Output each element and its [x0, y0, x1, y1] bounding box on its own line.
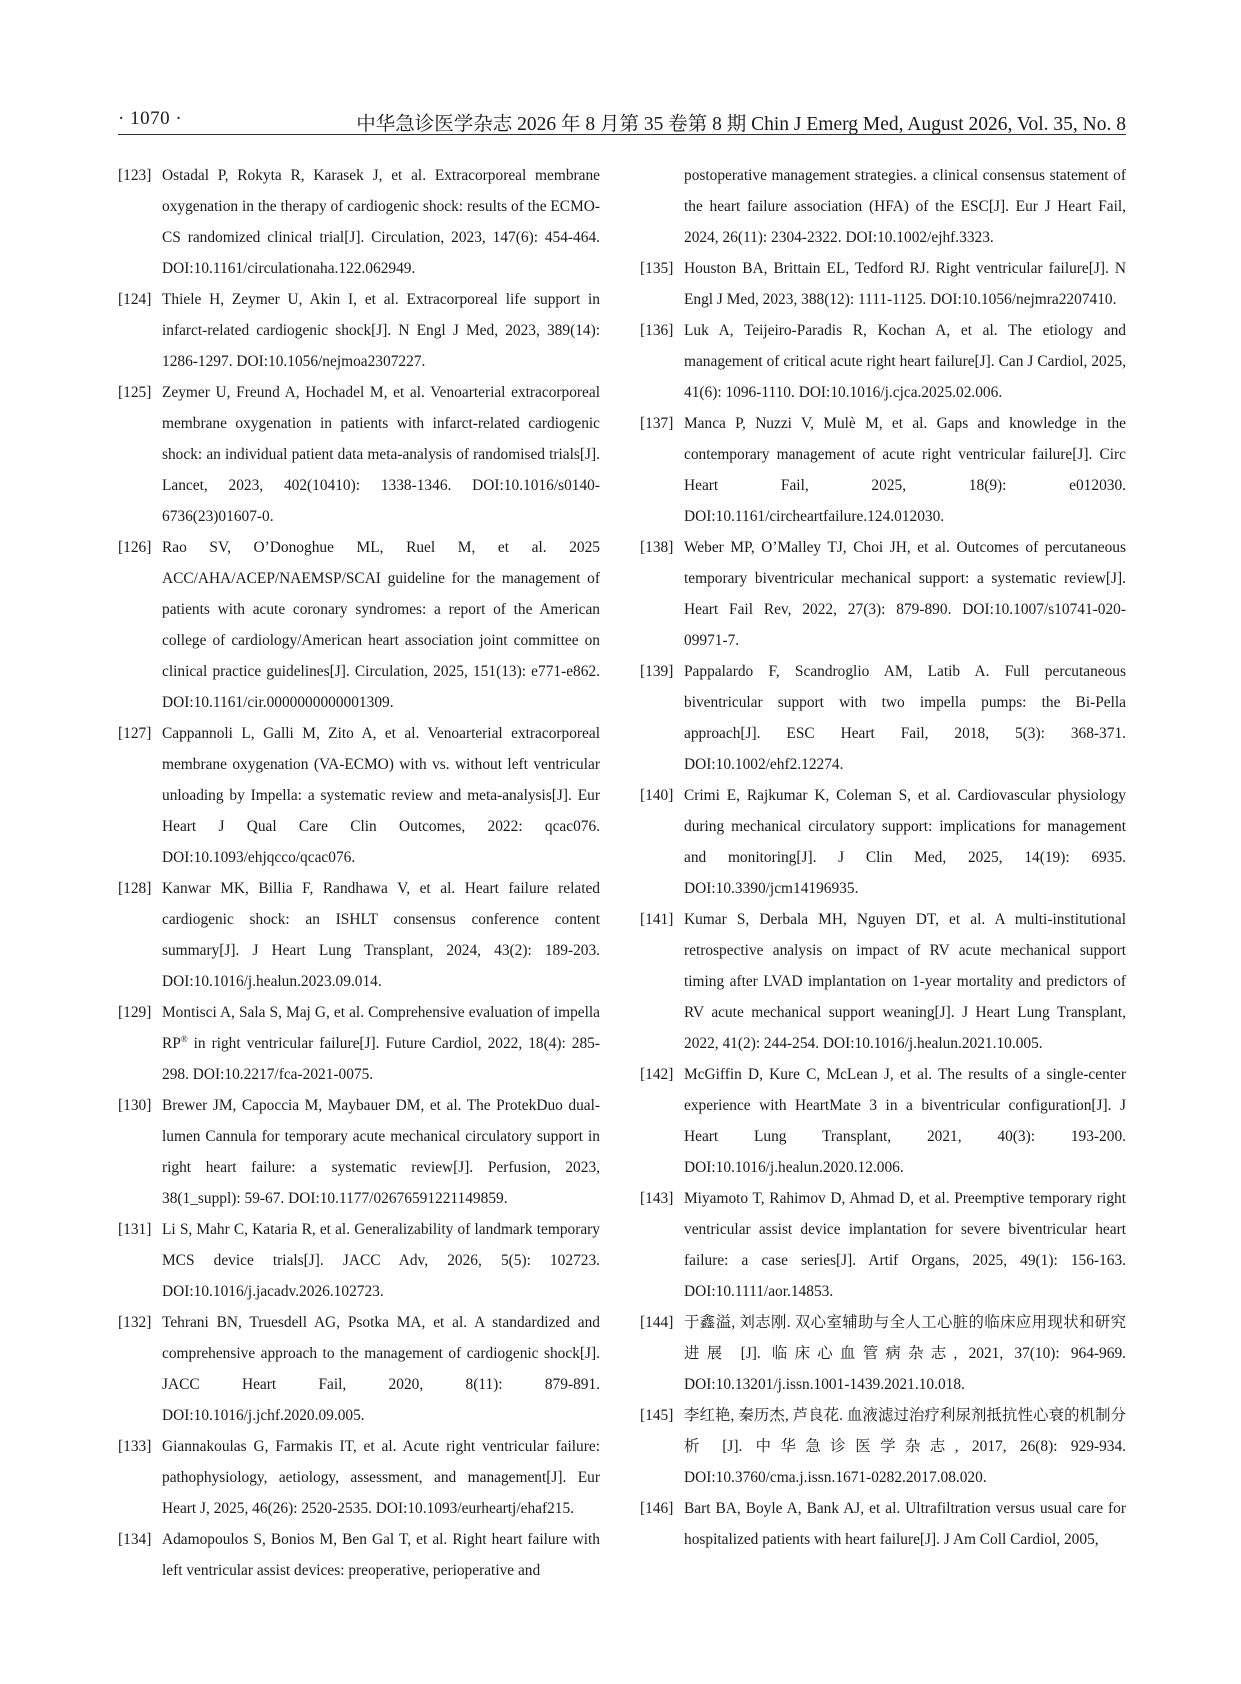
- reference-text: Pappalardo F, Scandroglio AM, Latib A. Full percutaneous biventricular support with two impella pumps: the Bi-Pella approach[J]. ESC Heart Fail, 2018, 5(3): 368-371. DOI:10.1002/ehf2.12274.: [684, 663, 1126, 773]
- reference-entry: [118, 1431, 600, 1524]
- reference-number: [133]: [118, 1438, 152, 1455]
- reference-entry: [118, 718, 600, 873]
- reference-text: Zeymer U, Freund A, Hochadel M, et al. Venoarterial extracorporeal membrane oxygenation in patients with infarct-related cardiogenic shock: an individual patient data meta-analysis of randomised trials[J]. Lancet, 2023, 402(10410): 1338-1346. DOI:10.1016/s0140-6736(23)01607-0.: [162, 384, 600, 525]
- reference-number: [146]: [640, 1500, 674, 1517]
- reference-number: [134]: [118, 1531, 152, 1548]
- page-header: [118, 108, 1126, 135]
- reference-number: [129]: [118, 1004, 152, 1021]
- reference-entry: [640, 160, 1126, 253]
- reference-number: [145]: [640, 1407, 674, 1424]
- reference-entry: [640, 1183, 1126, 1307]
- reference-entry: [118, 1214, 600, 1307]
- registered-mark: ®: [180, 1033, 188, 1044]
- reference-column-right: [640, 160, 1126, 1555]
- reference-column-left: [118, 160, 600, 1586]
- reference-entry: [118, 1307, 600, 1431]
- reference-entry: [118, 873, 600, 997]
- reference-entry: [118, 1524, 600, 1586]
- reference-entry: [640, 532, 1126, 656]
- reference-text: Luk A, Teijeiro-Paradis R, Kochan A, et al. The etiology and management of critical acute right heart failure[J]. Can J Cardiol, 2025, 41(6): 1096-1110. DOI:10.1016/j.cjca.2025.02.006.: [684, 322, 1126, 401]
- reference-text: Miyamoto T, Rahimov D, Ahmad D, et al. Preemptive temporary right ventricular assist device implantation for severe biventricular heart failure: a case series[J]. Artif Organs, 2025, 49(1): 156-163. DOI:10.1111/aor.14853.: [684, 1190, 1126, 1300]
- reference-number: [144]: [640, 1314, 674, 1331]
- reference-number: [125]: [118, 384, 152, 401]
- reference-text: Manca P, Nuzzi V, Mulè M, et al. Gaps and knowledge in the contemporary management of acute right ventricular failure[J]. Circ Heart Fail, 2025, 18(9): e012030. DOI:10.1161/circheartfailure.124.012030.: [684, 415, 1126, 525]
- reference-text-part: Montisci A, Sala S, Maj G, et al. Comprehensive evaluation of impella RP: [162, 1004, 600, 1052]
- reference-entry: [118, 284, 600, 377]
- reference-number: [141]: [640, 911, 674, 928]
- reference-number: [124]: [118, 291, 152, 308]
- reference-entry: [640, 408, 1126, 532]
- reference-text: Giannakoulas G, Farmakis IT, et al. Acute right ventricular failure: pathophysiology, aetiology, assessment, and management[J]. Eur Heart J, 2025, 46(26): 2520-2535. DOI:10.1093/eurheartj/ehaf215.: [162, 1438, 600, 1517]
- reference-text: Bart BA, Boyle A, Bank AJ, et al. Ultrafiltration versus usual care for hospitalized patients with heart failure[J]. J Am Coll Cardiol, 2005,: [684, 1500, 1126, 1548]
- reference-number: [139]: [640, 663, 674, 680]
- reference-text: Crimi E, Rajkumar K, Coleman S, et al. Cardiovascular physiology during mechanical circulatory support: implications for management and monitoring[J]. J Clin Med, 2025, 14(19): 6935. DOI:10.3390/jcm14196935.: [684, 787, 1126, 897]
- reference-number: [142]: [640, 1066, 674, 1083]
- reference-entry: [118, 532, 600, 718]
- reference-number: [128]: [118, 880, 152, 897]
- reference-text: [162, 997, 600, 1090]
- reference-number: [131]: [118, 1221, 152, 1238]
- reference-text: Cappannoli L, Galli M, Zito A, et al. Venoarterial extracorporeal membrane oxygenation (VA-ECMO) with vs. without left ventricular unloading by Impella: a systematic review and meta-analysis[J]. Eur Heart J Qual Care Clin Outcomes, 2022: qcac076. DOI:10.1093/ehjqcco/qcac076.: [162, 725, 600, 866]
- reference-entry: [640, 780, 1126, 904]
- reference-entry: [640, 315, 1126, 408]
- reference-entry: [640, 904, 1126, 1059]
- reference-text: Weber MP, O’Malley TJ, Choi JH, et al. Outcomes of percutaneous temporary biventricular mechanical support: a systematic review[J]. Heart Fail Rev, 2022, 27(3): 879-890. DOI:10.1007/s10741-020-09971-7.: [684, 539, 1126, 649]
- reference-entry: [640, 253, 1126, 315]
- reference-text: Houston BA, Brittain EL, Tedford RJ. Right ventricular failure[J]. N Engl J Med, 2023, 388(12): 1111-1125. DOI:10.1056/nejmra2207410.: [684, 260, 1126, 308]
- reference-entry: [640, 1307, 1126, 1400]
- reference-text: Kanwar MK, Billia F, Randhawa V, et al. Heart failure related cardiogenic shock: an ISHLT consensus conference content summary[J]. J Heart Lung Transplant, 2024, 43(2): 189-203. DOI:10.1016/j.healun.2023.09.014.: [162, 880, 600, 990]
- reference-text: Li S, Mahr C, Kataria R, et al. Generalizability of landmark temporary MCS device trials[J]. JACC Adv, 2026, 5(5): 102723. DOI:10.1016/j.jacadv.2026.102723.: [162, 1221, 600, 1300]
- reference-text: Thiele H, Zeymer U, Akin I, et al. Extracorporeal life support in infarct-related cardiogenic shock[J]. N Engl J Med, 2023, 389(14): 1286-1297. DOI:10.1056/nejmoa2307227.: [162, 291, 600, 370]
- reference-text: Ostadal P, Rokyta R, Karasek J, et al. Extracorporeal membrane oxygenation in the therapy of cardiogenic shock: results of the ECMO-CS randomized clinical trial[J]. Circulation, 2023, 147(6): 454-464. DOI:10.1161/circulationaha.122.062949.: [162, 167, 600, 277]
- reference-entry: [118, 377, 600, 532]
- reference-text: Rao SV, O’Donoghue ML, Ruel M, et al. 2025 ACC/AHA/ACEP/NAEMSP/SCAI guideline for the management of patients with acute coronary syndromes: a report of the American college of cardiology/American heart association joint committee on clinical practice guidelines[J]. Circulation, 2025, 151(13): e771-e862. DOI:10.1161/cir.0000000000001309.: [162, 539, 600, 711]
- reference-entry: [640, 656, 1126, 780]
- reference-number: [123]: [118, 167, 152, 184]
- reference-entry: [118, 1090, 600, 1214]
- reference-number: [127]: [118, 725, 152, 742]
- reference-entry: [640, 1493, 1126, 1555]
- reference-entry: [118, 160, 600, 284]
- reference-number: [136]: [640, 322, 674, 339]
- reference-text: McGiffin D, Kure C, McLean J, et al. The results of a single-center experience with HeartMate 3 in a biventricular configuration[J]. J Heart Lung Transplant, 2021, 40(3): 193-200. DOI:10.1016/j.healun.2020.12.006.: [684, 1066, 1126, 1176]
- reference-text: Tehrani BN, Truesdell AG, Psotka MA, et al. A standardized and comprehensive approach to the management of cardiogenic shock[J]. JACC Heart Fail, 2020, 8(11): 879-891. DOI:10.1016/j.jchf.2020.09.005.: [162, 1314, 600, 1424]
- reference-entry: [640, 1400, 1126, 1493]
- reference-number: [137]: [640, 415, 674, 432]
- reference-text-part: in right ventricular failure[J]. Future Cardiol, 2022, 18(4): 285-298. DOI:10.2217/fca-2021-0075.: [162, 1035, 600, 1083]
- reference-number: [126]: [118, 539, 152, 556]
- reference-number: [140]: [640, 787, 674, 804]
- reference-text: Kumar S, Derbala MH, Nguyen DT, et al. A multi-institutional retrospective analysis on impact of RV acute mechanical support timing after LVAD implantation on 1-year mortality and predictors of RV acute mechanical support weaning[J]. J Heart Lung Transplant, 2022, 41(2): 244-254. DOI:10.1016/j.healun.2021.10.005.: [684, 911, 1126, 1052]
- reference-number: [135]: [640, 260, 674, 277]
- reference-number: [138]: [640, 539, 674, 556]
- reference-entry: [118, 997, 600, 1090]
- reference-number: [143]: [640, 1190, 674, 1207]
- reference-text: 于鑫溢, 刘志刚. 双心室辅助与全人工心脏的临床应用现状和研究进展 [J]. 临床心血管病杂志, 2021, 37(10): 964-969. DOI:10.13201/j.issn.1001-1439.2021.10.018.: [684, 1314, 1126, 1393]
- journal-citation-line: 中华急诊医学杂志 2026 年 8 月第 35 卷第 8 期 Chin J Emerg Med, August 2026, Vol. 35, No. 8: [356, 114, 1126, 135]
- reference-text: postoperative management strategies. a clinical consensus statement of the heart failure association (HFA) of the ESC[J]. Eur J Heart Fail, 2024, 26(11): 2304-2322. DOI:10.1002/ejhf.3323.: [684, 167, 1126, 246]
- reference-text: Brewer JM, Capoccia M, Maybauer DM, et al. The ProtekDuo dual-lumen Cannula for temporary acute mechanical circulatory support in right heart failure: a systematic review[J]. Perfusion, 2023, 38(1_suppl): 59-67. DOI:10.1177/02676591221149859.: [162, 1097, 600, 1207]
- reference-number: [130]: [118, 1097, 152, 1114]
- reference-entry: [640, 1059, 1126, 1183]
- reference-text: Adamopoulos S, Bonios M, Ben Gal T, et al. Right heart failure with left ventricular assist devices: preoperative, perioperative and: [162, 1531, 600, 1579]
- reference-number: [132]: [118, 1314, 152, 1331]
- reference-text: 李红艳, 秦历杰, 芦良花. 血液滤过治疗利尿剂抵抗性心衰的机制分析 [J]. 中华急诊医学杂志, 2017, 26(8): 929-934. DOI:10.3760/cma.j.issn.1671-0282.2017.08.020.: [684, 1407, 1126, 1486]
- page-number: · 1070 ·: [118, 108, 183, 129]
